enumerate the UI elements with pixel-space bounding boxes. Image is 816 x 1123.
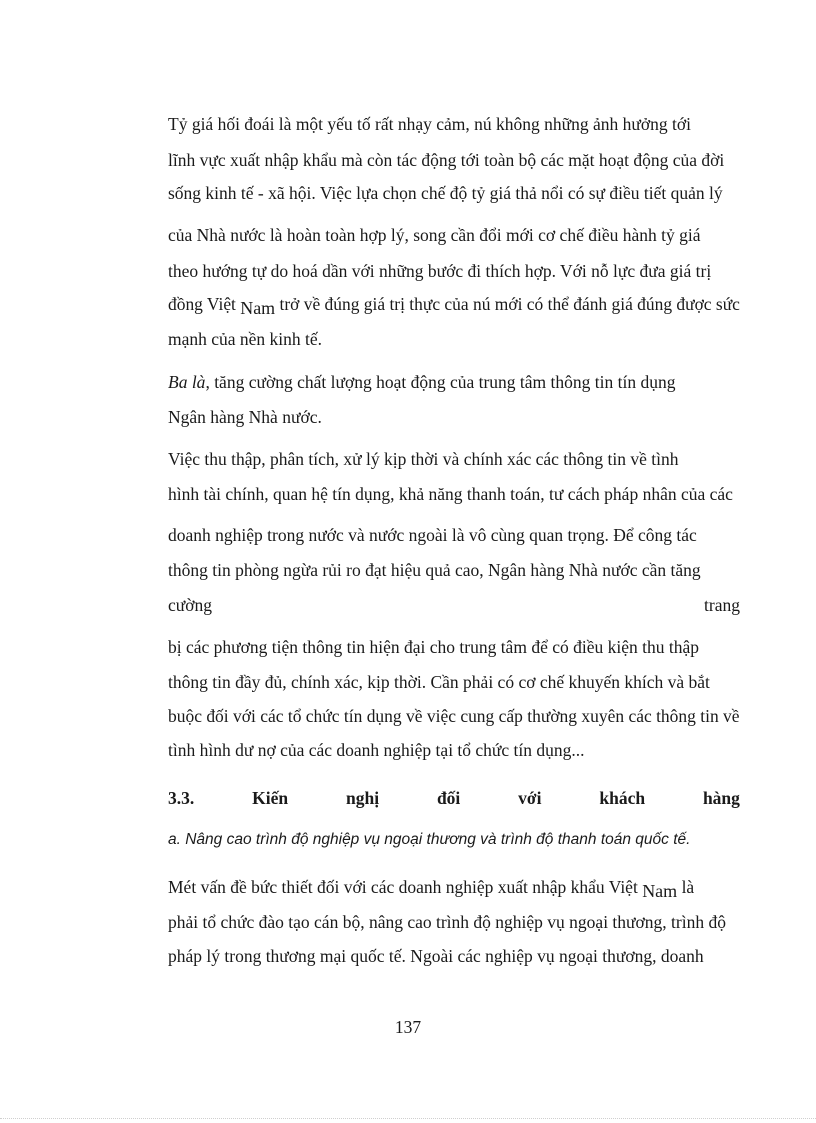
p1-line-1 [168,112,740,136]
text-italic: Ba là [168,372,206,392]
text-subscript: Nam [642,881,678,901]
text: Mét vấn đề bức thiết đối với các doanh nghiệp xuất nhập khẩu Việt [168,877,638,897]
text: Việc thu thập, phân tích, xử lý kịp thời và chính xác các thông tin về tình [168,449,679,469]
p1-line-6 [168,292,738,316]
p3-line-4 [168,558,740,582]
p3-line-7 [168,670,740,694]
p4-line-3 [168,944,740,968]
text: trở về đúng giá trị thực của nú mới có thể đánh giá đúng được sức [279,294,740,314]
p3-line-8 [168,704,739,728]
p3-line-3 [168,523,740,547]
subheading: a. Nâng cao trình độ nghiệp vụ ngoại thương và trình độ thanh toán quốc tế. [168,831,691,848]
p1-line-3 [168,181,740,205]
p1-line-4 [168,223,740,247]
p4-line-1 [168,875,740,899]
text: Ngân hàng Nhà nước. [168,407,322,427]
heading-word: khách [599,788,646,808]
text: , tăng cường chất lượng hoạt động của trung tâm thông tin tín dụng [205,372,676,392]
p4-line-2 [168,910,740,934]
text: Tỷ giá hối đoái là một yếu tố rất nhạy cảm, nú không những ảnh hưởng tới [168,114,692,134]
text: bị các phương tiện thông tin hiện đại cho trung tâm để có điều kiện thu thập [168,637,699,657]
text: lĩnh vực xuất nhập khẩu mà còn tác động tới toàn bộ các mặt hoạt động của đời [168,150,725,170]
text: pháp lý trong thương mại quốc tế. Ngoài các nghiệp vụ ngoại thương, doanh [168,946,704,966]
heading-word: với [518,788,542,808]
heading-word: Kiến [252,788,289,808]
text: đồng Việt [168,294,236,314]
text: tình hình dư nợ của các doanh nghiệp tại tổ chức tín dụng... [168,740,585,760]
p2-line-1 [168,370,740,394]
p3-line-2 [168,482,740,506]
p3-line-5 [168,593,740,617]
text: sống kinh tế - xã hội. Việc lựa chọn chế độ tỷ giá thả nổi có sự điều tiết quản lý [168,183,723,203]
text: của Nhà nước là hoàn toàn hợp lý, song cần đổi mới cơ chế điều hành tỷ giá [168,225,701,245]
text: trang [704,595,740,615]
p1-line-7 [168,327,740,351]
text: cường [168,595,213,615]
heading-word: hàng [702,788,740,808]
text-subscript: Nam [240,298,276,318]
heading-word: 3.3. [168,788,195,808]
page-bottom-border [0,1118,816,1119]
p3-line-1 [168,447,740,471]
p2-line-2 [168,405,740,429]
page-number: 137 [394,1017,422,1037]
section-heading [168,788,740,809]
text: thông tin phòng ngừa rủi ro đạt hiệu quả cao, Ngân hàng Nhà nước cần tăng [168,560,701,580]
text: theo hướng tự do hoá dần với những bước đi thích hợp. Với nỗ lực đưa giá trị [168,261,712,281]
text: hình tài chính, quan hệ tín dụng, khả năng thanh toán, tư cách pháp nhân của các [168,484,733,504]
heading-word: đối [436,788,461,808]
text: doanh nghiệp trong nước và nước ngoài là vô cùng quan trọng. Để công tác [168,525,697,545]
text: thông tin đầy đủ, chính xác, kịp thời. Cần phải có cơ chế khuyến khích và bắt [168,672,710,692]
heading-word: nghị [345,788,380,808]
p3-line-6 [168,635,740,659]
p1-line-5 [168,259,740,283]
p3-line-9 [168,738,740,762]
text: buộc đối với các tổ chức tín dụng về việc cung cấp thường xuyên các thông tin về [168,706,740,726]
text: là [681,877,695,897]
text: phải tổ chức đào tạo cán bộ, nâng cao trình độ nghiệp vụ ngoại thương, trình độ [168,912,726,932]
p1-line-2 [168,148,740,172]
text: mạnh của nền kinh tế. [168,329,323,349]
